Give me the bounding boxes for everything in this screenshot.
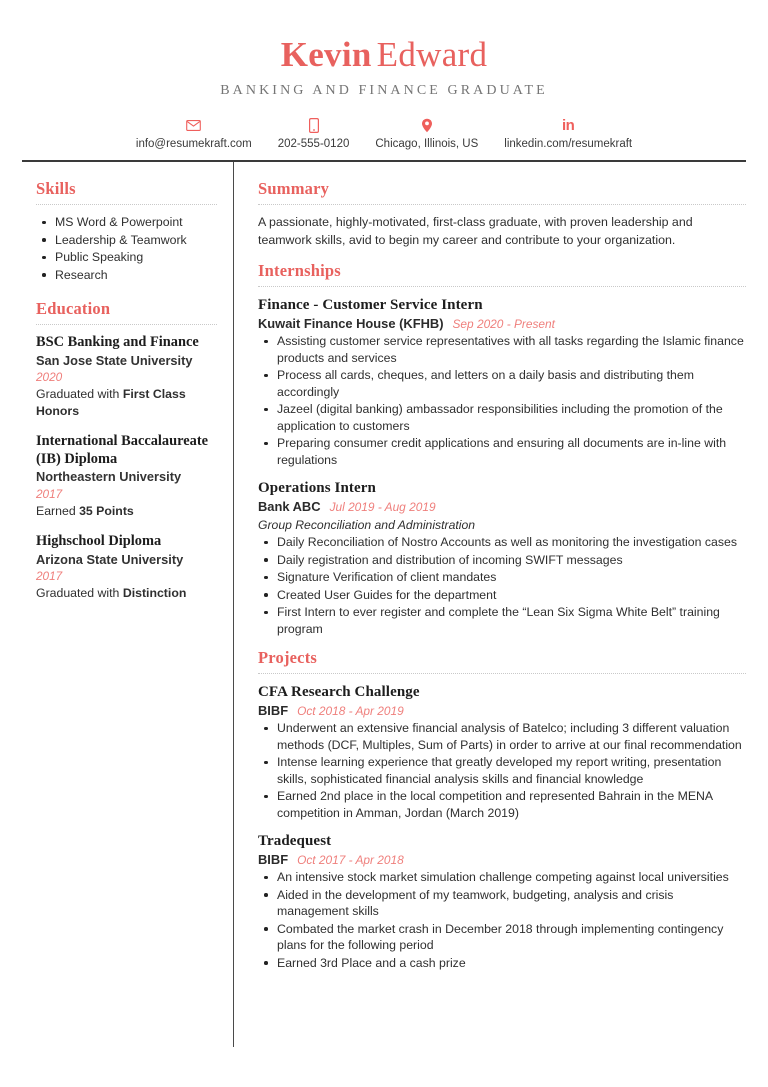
project-title: CFA Research Challenge — [258, 684, 420, 700]
project-entry — [258, 683, 746, 821]
page-title — [22, 34, 746, 76]
skills-section — [36, 179, 217, 283]
education-entry — [36, 433, 217, 519]
internship-meta — [258, 498, 746, 516]
projects-section-title: Projects — [258, 648, 318, 667]
contact-item-linkedin[interactable] — [491, 118, 645, 151]
education-degree: International Baccalaureate (IB) Diploma — [36, 433, 208, 467]
location-icon — [421, 118, 433, 133]
contact-item-email[interactable] — [123, 118, 265, 151]
linkedin-glyph-text: in — [562, 117, 575, 134]
education-section-rule — [36, 324, 217, 325]
education-entry — [36, 533, 217, 602]
list-item: Earned 3rd Place and a cash prize — [258, 955, 746, 972]
education-note-prefix: Graduated with — [36, 586, 123, 600]
list-item: Underwent an extensive financial analysis of Batelco; including 3 different valuation methods (DCF, Multiples, Sum of Parts) in order to arrive at our final recommendation — [258, 720, 746, 753]
email-icon — [186, 118, 201, 133]
project-org: BIBF — [258, 852, 289, 867]
education-note-prefix: Earned — [36, 503, 80, 518]
skills-section-rule — [36, 204, 217, 205]
list-item: Process all cards, cheques, and letters on a daily basis and distributing them accordingly — [258, 367, 746, 400]
contact-item-location[interactable] — [362, 118, 491, 151]
education-year: 2020 — [36, 370, 63, 384]
contact-location-text: Chicago, Illinois, US — [375, 138, 479, 150]
education-note-strong: Distinction — [122, 586, 187, 600]
list-item: Combated the market crash in December 2018 through implementing contingency plans for the following period — [258, 921, 746, 954]
project-dates: Oct 2018 - Apr 2019 — [297, 704, 404, 718]
internship-entry — [258, 296, 746, 468]
resume-body — [22, 162, 746, 1047]
education-school: Arizona State University — [36, 551, 184, 567]
right-column — [234, 162, 746, 1047]
list-item: Created User Guides for the department — [258, 587, 746, 604]
project-org: BIBF — [258, 703, 289, 718]
resume-header — [22, 0, 746, 162]
internship-bullets — [258, 534, 746, 637]
internship-bullets — [258, 333, 746, 468]
list-item: Public Speaking — [36, 249, 217, 266]
education-note — [36, 503, 217, 520]
list-item: Aided in the development of my teamwork, budgeting, analysis and crisis management skills — [258, 887, 746, 920]
internship-dates: Sep 2020 - Present — [452, 317, 555, 331]
summary-text: A passionate, highly-motivated, first-class graduate, with proven leadership and teamwork skills, avid to begin my career and contribute to your organization. — [258, 215, 693, 247]
job-title: BANKING AND FINANCE GRADUATE — [220, 83, 548, 98]
education-section — [36, 299, 217, 602]
education-note — [36, 585, 217, 602]
list-item: MS Word & Powerpoint — [36, 214, 217, 231]
list-item: Earned 2nd place in the local competition and represented Bahrain in the MENA competition in Amman, Jordan (March 2019) — [258, 788, 746, 821]
list-item: Assisting customer service representatives with all tasks regarding the Islamic finance products and services — [258, 333, 746, 366]
project-title: Tradequest — [258, 833, 332, 849]
contact-email-text: info@resumekraft.com — [135, 138, 252, 150]
skills-section-title: Skills — [36, 179, 76, 198]
contact-bar — [22, 118, 746, 151]
internship-entry — [258, 479, 746, 637]
education-section-title: Education — [36, 299, 111, 318]
project-meta — [258, 702, 746, 720]
list-item: Signature Verification of client mandates — [258, 569, 746, 586]
phone-icon — [309, 118, 319, 133]
linkedin-icon — [562, 118, 574, 133]
education-note — [36, 386, 217, 419]
project-bullets — [258, 869, 746, 971]
internship-org: Kuwait Finance House (KFHB) — [258, 316, 444, 331]
skills-list — [36, 214, 217, 283]
summary-section-rule — [258, 204, 746, 205]
education-school: San Jose State University — [36, 352, 193, 368]
project-meta — [258, 851, 746, 869]
education-year: 2017 — [36, 569, 63, 583]
list-item: An intensive stock market simulation challenge competing against local universities — [258, 869, 746, 886]
contact-item-phone[interactable] — [265, 118, 363, 151]
summary-section-title: Summary — [258, 179, 330, 198]
education-note-prefix: Graduated with — [36, 387, 123, 401]
education-year: 2017 — [36, 486, 63, 501]
project-entry — [258, 832, 746, 971]
first-name: Kevin — [280, 35, 372, 74]
education-degree: BSC Banking and Finance — [36, 334, 199, 350]
list-item: Preparing consumer credit applications and ensuring all documents are in-line with regulations — [258, 435, 746, 468]
contact-linkedin-text: linkedin.com/resumekraft — [504, 138, 633, 150]
education-degree: Highschool Diploma — [36, 533, 162, 549]
internship-title: Operations Intern — [258, 480, 376, 496]
list-item: Research — [36, 267, 217, 284]
last-name: Edward — [376, 35, 488, 74]
internship-dates: Jul 2019 - Aug 2019 — [329, 500, 436, 514]
projects-section-rule — [258, 673, 746, 674]
education-entry — [36, 334, 217, 419]
list-item: Intense learning experience that greatly developed my report writing, presentation skills, sophisticated financial analysis skills and financial knowledge — [258, 754, 746, 787]
contact-phone-text: 202-555-0120 — [277, 138, 350, 150]
list-item: Jazeel (digital banking) ambassador responsibilities including the promotion of the application to customers — [258, 401, 746, 434]
internship-title: Finance - Customer Service Intern — [258, 297, 483, 313]
project-bullets — [258, 720, 746, 821]
project-dates: Oct 2017 - Apr 2018 — [297, 853, 404, 867]
list-item: Daily Reconciliation of Nostro Accounts as well as monitoring the investigation cases — [258, 534, 746, 551]
internships-section-title: Internships — [258, 261, 341, 280]
internship-meta — [258, 315, 746, 333]
internships-section-rule — [258, 286, 746, 287]
education-school: Northeastern University — [36, 469, 182, 484]
list-item: Daily registration and distribution of incoming SWIFT messages — [258, 552, 746, 569]
list-item: Leadership & Teamwork — [36, 232, 217, 249]
internship-subtitle: Group Reconciliation and Administration — [258, 518, 476, 532]
internships-section — [258, 261, 746, 637]
list-item: First Intern to ever register and complete the “Lean Six Sigma White Belt” training program — [258, 604, 746, 637]
left-column — [22, 162, 233, 1047]
education-note-strong: 35 Points — [79, 503, 134, 518]
internship-org: Bank ABC — [258, 499, 321, 514]
projects-section — [258, 648, 746, 971]
education-note-strong: First Class Honors — [36, 387, 186, 418]
summary-section — [258, 179, 746, 249]
